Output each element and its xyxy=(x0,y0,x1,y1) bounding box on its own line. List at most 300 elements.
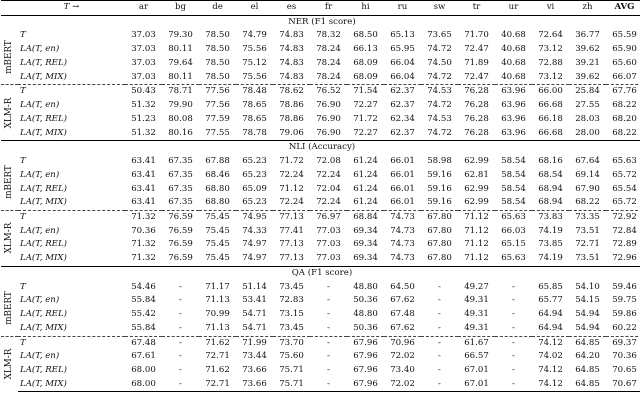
score-cell: - xyxy=(421,336,458,350)
score-cell: 71.12 xyxy=(464,253,489,264)
score-cell: 50.36 xyxy=(353,322,378,333)
section-title: NLI (Accuracy) xyxy=(1,141,640,155)
score-cell: 78.50 xyxy=(205,44,230,55)
avg-cell: 70.65 xyxy=(612,365,637,376)
score-cell: 66.00 xyxy=(532,85,569,99)
score-cell: 72.71 xyxy=(205,351,230,362)
score-cell: 75.56 xyxy=(242,44,267,55)
score-cell: 71.12 xyxy=(464,239,489,250)
score-cell: 76.59 xyxy=(162,210,199,224)
setting-label: LA(T, MIX) xyxy=(20,322,67,333)
score-cell: 68.54 xyxy=(538,169,563,180)
score-cell: - xyxy=(512,295,515,306)
score-cell: 67.90 xyxy=(575,183,600,194)
score-cell: 69.34 xyxy=(353,253,378,264)
score-cell: 72.27 xyxy=(353,100,378,111)
score-cell: 77.03 xyxy=(316,253,341,264)
score-cell: 49.31 xyxy=(464,295,489,306)
score-cell: - xyxy=(438,351,441,362)
score-cell: 63.96 xyxy=(501,127,526,138)
score-cell: 74.53 xyxy=(427,113,452,124)
score-cell: 65.63 xyxy=(495,210,532,224)
score-cell: - xyxy=(327,309,330,320)
score-cell: 78.65 xyxy=(242,100,267,111)
score-cell: 73.83 xyxy=(532,210,569,224)
score-cell: 74.97 xyxy=(242,253,267,264)
score-cell: 51.23 xyxy=(131,113,156,124)
score-cell: 67.61 xyxy=(131,351,156,362)
avg-cell: 68.22 xyxy=(612,100,637,111)
score-cell: 68.94 xyxy=(538,183,563,194)
score-cell: 74.19 xyxy=(538,253,563,264)
score-cell: 74.83 xyxy=(279,71,304,82)
score-cell: 62.81 xyxy=(464,169,489,180)
avg-cell: 65.59 xyxy=(612,30,637,41)
score-cell: - xyxy=(495,378,532,392)
results-table xyxy=(1,0,640,392)
score-cell: 73.85 xyxy=(538,239,563,250)
score-cell: 76.97 xyxy=(310,210,347,224)
score-cell: 73.70 xyxy=(273,336,310,350)
score-cell: 71.54 xyxy=(347,85,384,99)
score-cell: 61.24 xyxy=(353,183,378,194)
table-row xyxy=(1,322,640,336)
setting-label: T xyxy=(18,336,125,350)
score-cell: 68.09 xyxy=(353,71,378,82)
avg-cell: 68.20 xyxy=(612,113,637,124)
score-cell: 74.73 xyxy=(390,253,415,264)
score-cell: 75.45 xyxy=(205,239,230,250)
score-cell: 66.04 xyxy=(390,71,415,82)
score-cell: 74.79 xyxy=(242,30,267,41)
score-cell: 55.84 xyxy=(131,295,156,306)
score-cell: 63.96 xyxy=(501,100,526,111)
score-cell: 64.50 xyxy=(390,281,415,292)
score-cell: 53.41 xyxy=(242,295,267,306)
score-cell: 73.45 xyxy=(279,281,304,292)
avg-cell: 66.07 xyxy=(612,71,637,82)
score-cell: 78.86 xyxy=(279,113,304,124)
score-cell: 77.03 xyxy=(316,239,341,250)
table-row xyxy=(1,127,640,141)
section-title: NER (F1 score) xyxy=(288,16,356,27)
avg-cell: 72.89 xyxy=(612,239,637,250)
score-cell: 76.28 xyxy=(464,113,489,124)
score-cell: 50.36 xyxy=(353,295,378,306)
score-cell: 71.12 xyxy=(279,183,304,194)
score-cell: 80.11 xyxy=(168,44,193,55)
score-cell: 74.73 xyxy=(384,210,421,224)
score-cell: 27.55 xyxy=(575,100,600,111)
score-cell: - xyxy=(327,281,330,292)
score-cell: 72.71 xyxy=(575,239,600,250)
model-label xyxy=(1,29,18,85)
table-row xyxy=(1,252,640,266)
score-cell: 73.15 xyxy=(279,309,304,320)
score-cell: 72.24 xyxy=(279,197,304,208)
table-row xyxy=(1,43,640,57)
table-row xyxy=(1,210,640,224)
score-cell: 71.13 xyxy=(205,322,230,333)
model-label xyxy=(1,85,18,141)
avg-cell: 68.22 xyxy=(612,127,637,138)
score-cell: 72.24 xyxy=(316,197,341,208)
score-cell: 67.80 xyxy=(421,210,458,224)
avg-cell: 60.22 xyxy=(612,322,637,333)
setting-label: LA(T, REL) xyxy=(20,183,68,194)
score-cell: 67.96 xyxy=(353,365,378,376)
score-cell: 76.59 xyxy=(168,225,193,236)
score-cell: 76.28 xyxy=(458,85,495,99)
score-cell: 71.62 xyxy=(199,336,236,350)
score-cell: 67.62 xyxy=(390,295,415,306)
score-cell: - xyxy=(438,309,441,320)
score-cell: 72.47 xyxy=(464,44,489,55)
score-cell: 73.45 xyxy=(279,322,304,333)
score-cell: - xyxy=(512,309,515,320)
table-row xyxy=(1,238,640,252)
score-cell: 72.88 xyxy=(538,58,563,68)
header-lang: bg xyxy=(162,1,199,16)
score-cell: 78.50 xyxy=(205,30,230,41)
avg-cell: 59.75 xyxy=(612,295,637,306)
score-cell: 71.72 xyxy=(279,155,304,166)
score-cell: 64.94 xyxy=(538,322,563,333)
score-cell: 74.72 xyxy=(427,71,452,82)
score-cell: 72.24 xyxy=(316,169,341,180)
setting-label: T xyxy=(20,155,26,166)
score-cell: 61.67 xyxy=(458,336,495,350)
score-cell: 68.50 xyxy=(353,30,378,41)
score-cell: 77.13 xyxy=(273,210,310,224)
score-cell: 75.45 xyxy=(205,225,230,236)
score-cell: 66.57 xyxy=(464,351,489,362)
score-cell: 80.16 xyxy=(168,127,193,138)
score-cell: 59.16 xyxy=(427,197,452,208)
header-lang: es xyxy=(273,1,310,16)
score-cell: 51.32 xyxy=(131,127,156,138)
model-label xyxy=(1,336,18,392)
score-cell: 62.34 xyxy=(390,113,415,124)
score-cell: 39.62 xyxy=(575,71,600,82)
score-cell: 62.99 xyxy=(464,183,489,194)
model-name: XLM-R xyxy=(3,222,14,254)
score-cell: 74.83 xyxy=(279,44,304,55)
score-cell: 75.45 xyxy=(199,210,236,224)
setting-label: LA(T, MIX) xyxy=(20,127,67,138)
score-cell: 67.48 xyxy=(390,309,415,320)
avg-cell: 65.90 xyxy=(612,44,637,55)
score-cell: 37.03 xyxy=(131,30,156,41)
score-cell: 63.96 xyxy=(495,85,532,99)
setting-label: LA(T, en) xyxy=(20,44,60,55)
avg-cell: 59.86 xyxy=(612,309,637,320)
header-lang: ru xyxy=(384,1,421,16)
score-cell: 67.35 xyxy=(168,169,193,180)
score-cell: 73.65 xyxy=(427,30,452,41)
score-cell: 54.94 xyxy=(575,309,600,320)
score-cell: 65.23 xyxy=(242,197,267,208)
score-cell: 48.80 xyxy=(353,281,378,292)
score-cell: 67.62 xyxy=(390,322,415,333)
score-cell: 67.80 xyxy=(427,239,452,250)
score-cell: 54.71 xyxy=(242,309,267,320)
score-cell: 74.95 xyxy=(236,210,273,224)
avg-cell: 65.60 xyxy=(612,58,637,68)
setting-label: LA(T, en) xyxy=(20,351,60,362)
table-row xyxy=(1,71,640,85)
score-cell: 68.80 xyxy=(205,197,230,208)
header-lang: fr xyxy=(310,1,347,16)
score-cell: 71.12 xyxy=(464,225,489,236)
score-cell: - xyxy=(310,378,347,392)
setting-label: LA(T, en) xyxy=(20,225,60,236)
score-cell: 67.88 xyxy=(205,155,230,166)
score-cell: 72.02 xyxy=(390,351,415,362)
score-cell: 80.11 xyxy=(168,71,193,82)
score-cell: 64.20 xyxy=(575,351,600,362)
score-cell: 68.09 xyxy=(353,58,378,68)
score-cell: 67.35 xyxy=(168,183,193,194)
score-cell: 68.00 xyxy=(131,365,156,376)
score-cell: 37.03 xyxy=(131,71,156,82)
table-row xyxy=(1,350,640,364)
score-cell: 72.02 xyxy=(384,378,421,392)
table-row xyxy=(1,196,640,210)
score-cell: 54.46 xyxy=(131,281,156,292)
header-lang: el xyxy=(236,1,273,16)
score-cell: 58.54 xyxy=(501,155,526,166)
score-cell: 75.60 xyxy=(279,351,304,362)
setting-label: LA(T, en) xyxy=(20,169,60,180)
score-cell: 54.71 xyxy=(242,322,267,333)
score-cell: 80.08 xyxy=(168,113,193,124)
score-cell: 74.72 xyxy=(427,127,452,138)
score-cell: - xyxy=(512,351,515,362)
score-cell: 36.77 xyxy=(575,30,600,41)
score-cell: 51.32 xyxy=(131,100,156,111)
table-row xyxy=(1,225,640,239)
score-cell: 59.16 xyxy=(427,169,452,180)
score-cell: 78.50 xyxy=(205,71,230,82)
score-cell: - xyxy=(438,281,441,292)
section-title: QA (F1 score) xyxy=(1,266,640,280)
score-cell: - xyxy=(162,378,199,392)
table-row xyxy=(1,169,640,183)
avg-cell: 70.36 xyxy=(612,351,637,362)
score-cell: 68.84 xyxy=(347,210,384,224)
score-cell: 77.13 xyxy=(279,253,304,264)
score-cell: 67.96 xyxy=(347,336,384,350)
score-cell: 68.94 xyxy=(538,197,563,208)
score-cell: 69.34 xyxy=(353,239,378,250)
score-cell: 73.66 xyxy=(242,365,267,376)
score-cell: 79.06 xyxy=(279,127,304,138)
model-label xyxy=(1,155,18,211)
score-cell: 66.04 xyxy=(390,58,415,68)
score-cell: 78.50 xyxy=(205,58,230,68)
model-name: mBERT xyxy=(3,291,14,325)
score-cell: 62.37 xyxy=(390,100,415,111)
score-cell: - xyxy=(179,351,182,362)
score-cell: 40.68 xyxy=(501,71,526,82)
score-cell: 74.83 xyxy=(279,58,304,68)
score-cell: 73.51 xyxy=(575,253,600,264)
score-cell: 74.19 xyxy=(538,225,563,236)
score-cell: 77.59 xyxy=(205,113,230,124)
score-cell: 72.83 xyxy=(279,295,304,306)
avg-cell: 65.72 xyxy=(612,169,637,180)
score-cell: 67.96 xyxy=(347,378,384,392)
score-cell: 75.56 xyxy=(242,71,267,82)
score-cell: 67.35 xyxy=(168,197,193,208)
score-cell: 75.45 xyxy=(205,253,230,264)
setting-label: LA(T, MIX) xyxy=(18,378,125,392)
score-cell: 78.32 xyxy=(316,30,341,41)
score-cell: 75.12 xyxy=(242,58,267,68)
score-cell: 78.78 xyxy=(242,127,267,138)
setting-label: T xyxy=(18,210,125,224)
score-cell: 71.32 xyxy=(131,253,156,264)
section-title-row xyxy=(1,15,640,29)
score-cell: - xyxy=(327,351,330,362)
score-cell: - xyxy=(438,365,441,376)
score-cell: - xyxy=(179,295,182,306)
score-cell: 66.01 xyxy=(390,183,415,194)
score-cell: 55.84 xyxy=(131,322,156,333)
score-cell: 76.59 xyxy=(168,239,193,250)
score-cell: 75.71 xyxy=(273,378,310,392)
score-cell: 48.80 xyxy=(353,309,378,320)
score-cell: 68.16 xyxy=(538,155,563,166)
setting-label: LA(T, en) xyxy=(20,295,60,306)
score-cell: 73.44 xyxy=(242,351,267,362)
score-cell: 73.66 xyxy=(236,378,273,392)
score-cell: 64.85 xyxy=(569,378,606,392)
table-row xyxy=(1,85,640,99)
score-cell: - xyxy=(421,378,458,392)
score-cell: 74.50 xyxy=(427,58,452,68)
score-cell: - xyxy=(438,295,441,306)
score-cell: 66.03 xyxy=(501,225,526,236)
setting-label: LA(T, REL) xyxy=(20,113,68,124)
score-cell: 50.43 xyxy=(125,85,162,99)
model-name: XLM-R xyxy=(3,348,14,380)
score-cell: 79.90 xyxy=(168,100,193,111)
score-cell: 62.37 xyxy=(390,127,415,138)
setting-label: LA(T, REL) xyxy=(20,239,68,250)
score-cell: 74.12 xyxy=(532,336,569,350)
table-row xyxy=(1,155,640,169)
score-cell: 66.01 xyxy=(390,169,415,180)
score-cell: 71.32 xyxy=(131,239,156,250)
score-cell: 70.99 xyxy=(205,309,230,320)
score-cell: 69.14 xyxy=(575,169,600,180)
score-cell: 67.80 xyxy=(427,225,452,236)
score-cell: 70.36 xyxy=(131,225,156,236)
setting-label: LA(T, MIX) xyxy=(20,253,67,264)
score-cell: 70.96 xyxy=(384,336,421,350)
header-lang: ar xyxy=(125,1,162,16)
score-cell: 65.23 xyxy=(242,169,267,180)
section-title-row xyxy=(1,266,640,280)
score-cell: 76.28 xyxy=(464,127,489,138)
header-lang: ur xyxy=(495,1,532,16)
score-cell: - xyxy=(438,322,441,333)
score-cell: 77.56 xyxy=(199,85,236,99)
header-lang: hi xyxy=(347,1,384,16)
score-cell: 69.34 xyxy=(353,225,378,236)
score-cell: 63.96 xyxy=(501,113,526,124)
score-cell: - xyxy=(327,322,330,333)
score-cell: 78.86 xyxy=(279,100,304,111)
score-cell: 71.89 xyxy=(464,58,489,68)
score-cell: 76.90 xyxy=(316,113,341,124)
score-cell: 49.31 xyxy=(464,309,489,320)
setting-label: LA(T, MIX) xyxy=(20,197,67,208)
score-cell: 72.04 xyxy=(316,183,341,194)
score-cell: 72.08 xyxy=(316,155,341,166)
score-cell: 71.32 xyxy=(125,210,162,224)
score-cell: 71.62 xyxy=(205,365,230,376)
score-cell: 68.80 xyxy=(205,183,230,194)
score-cell: 75.71 xyxy=(279,365,304,376)
score-cell: 71.12 xyxy=(458,210,495,224)
score-cell: 64.85 xyxy=(575,365,600,376)
score-cell: 71.17 xyxy=(205,281,230,292)
score-cell: 25.84 xyxy=(569,85,606,99)
score-cell: 66.01 xyxy=(390,155,415,166)
avg-cell: 59.46 xyxy=(612,281,637,292)
score-cell: 78.48 xyxy=(236,85,273,99)
score-cell: 39.62 xyxy=(575,44,600,55)
score-cell: 77.13 xyxy=(279,239,304,250)
score-cell: 63.41 xyxy=(131,169,156,180)
header-row xyxy=(1,1,640,16)
score-cell: 78.24 xyxy=(316,71,341,82)
score-cell: 40.68 xyxy=(501,44,526,55)
score-cell: 71.70 xyxy=(464,30,489,41)
avg-cell: 65.72 xyxy=(612,197,637,208)
setting-label: T xyxy=(18,85,125,99)
score-cell: 62.99 xyxy=(464,197,489,208)
setting-label: T xyxy=(20,281,26,292)
header-lang: vi xyxy=(532,1,569,16)
score-cell: 65.63 xyxy=(501,253,526,264)
table-body xyxy=(1,15,640,392)
score-cell: 72.71 xyxy=(199,378,236,392)
score-cell: 71.13 xyxy=(205,295,230,306)
table-row xyxy=(1,308,640,322)
score-cell: - xyxy=(512,322,515,333)
score-cell: 74.02 xyxy=(538,351,563,362)
score-cell: 58.98 xyxy=(427,155,452,166)
score-cell: 72.27 xyxy=(353,127,378,138)
score-cell: - xyxy=(512,281,515,292)
score-cell: 54.10 xyxy=(575,281,600,292)
score-cell: 68.22 xyxy=(575,197,600,208)
score-cell: 79.30 xyxy=(168,30,193,41)
table-row xyxy=(1,182,640,196)
score-cell: 54.15 xyxy=(575,295,600,306)
score-cell: 74.12 xyxy=(532,378,569,392)
model-label xyxy=(1,280,18,336)
score-cell: 78.24 xyxy=(316,58,341,68)
score-cell: 58.54 xyxy=(501,197,526,208)
setting-label: LA(T, REL) xyxy=(20,365,68,376)
score-cell: 71.99 xyxy=(236,336,273,350)
table-row xyxy=(1,364,640,378)
